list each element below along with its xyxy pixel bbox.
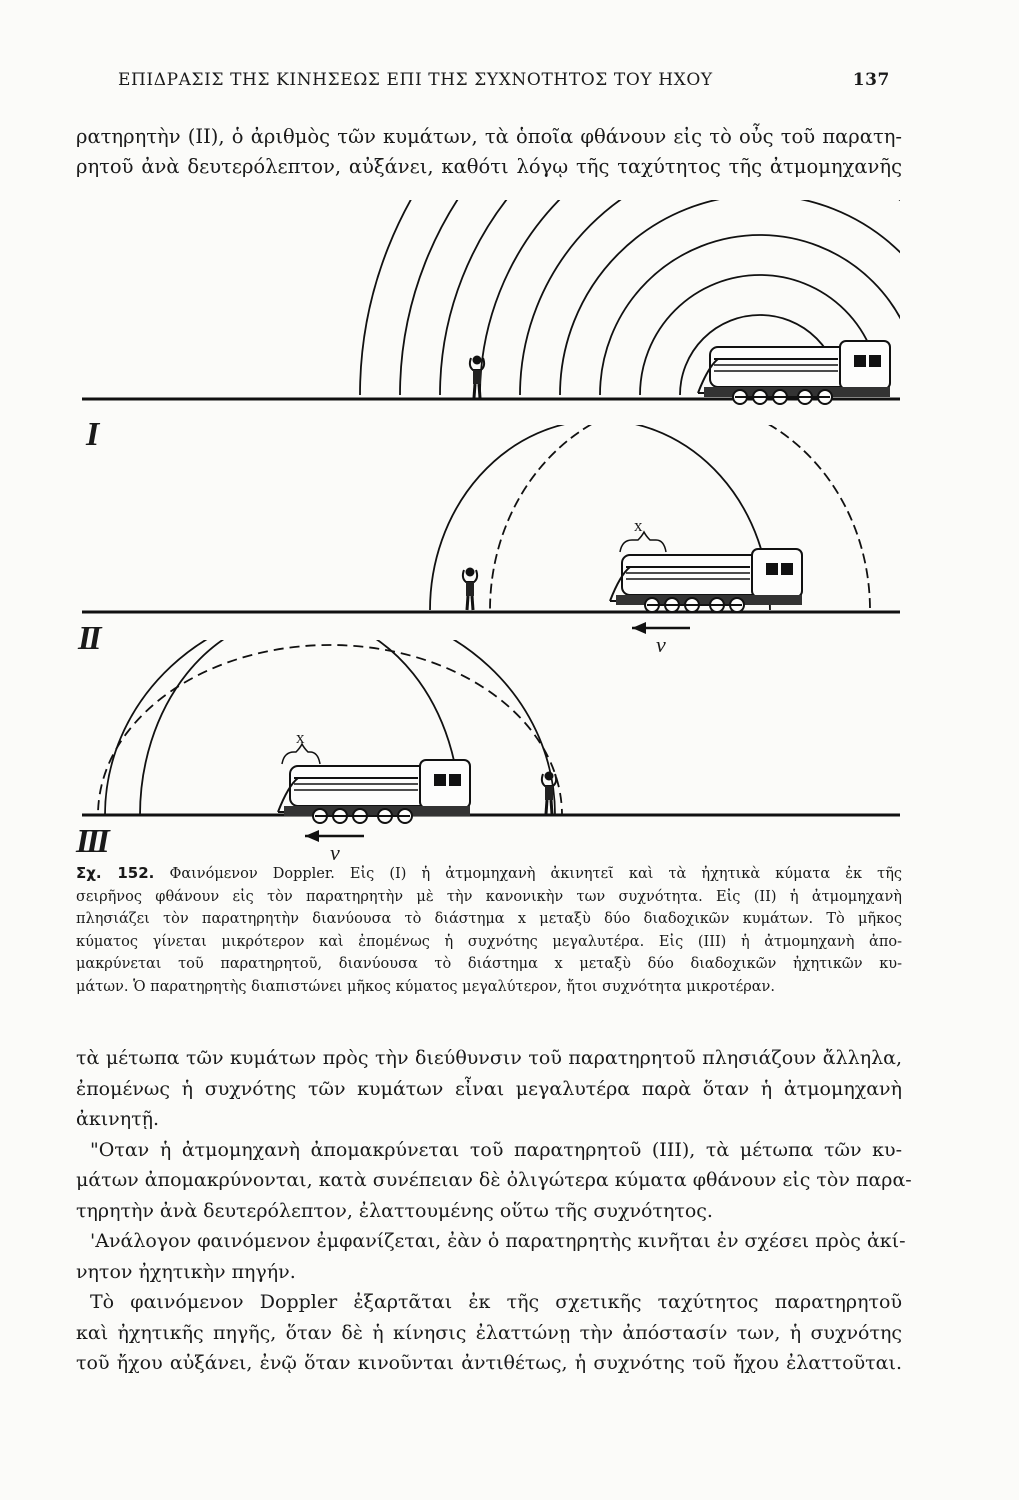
caption-line: πλησιάζει τὸν παρατηρητὴν διανύουσα τὸ διάστημα x μεταξὺ δύο διαδοχικῶν κυμάτων. Τὸ μῆκος: [76, 911, 902, 927]
text-line: τηρητὴν ἀνὰ δευτερόλεπτον, ἐλαττουμένης οὕτω τῆς συχνότητος.: [76, 1199, 713, 1222]
caption-line: [76, 862, 902, 886]
caption-line: κύματος γίνεται μικρότερον καὶ ἐπομένως ἡ συχνότης μεγαλυτέρα. Εἰς (III) ἡ ἀτμομηχανὴ ἀπο-: [76, 933, 902, 950]
text-line: ἐπομένως ἡ συχνότης τῶν κυμάτων εἶναι μεγαλυτέρα παρὰ ὅταν ἡ ἀτμομηχανὴ: [76, 1077, 902, 1100]
panel-3-v-label: v: [330, 840, 340, 865]
caption-line: μάτων. Ὁ παρατηρητὴς διαπιστώνει μῆκος κύματος μεγαλύτερον, ἤτοι συχνότητα μικροτέραν.: [76, 978, 775, 995]
caption-line: μακρύνεται τοῦ παρατηρητοῦ, διανύουσα τὸ διάστημα x μεταξὺ δύο διαδοχικῶν ἠχητικῶν κυ-: [76, 956, 902, 972]
panel-3-x-label: x: [296, 728, 305, 747]
panel-2-observer: [463, 568, 477, 611]
running-title: ΕΠΙΔΡΑΣΙΣ ΤΗΣ ΚΙΝΗΣΕΩΣ ΕΠΙ ΤΗΣ ΣΥΧΝΟΤΗΤΟΣ ΤΟΥ ΗΧΟΥ: [118, 70, 713, 90]
text-line: "Οταν ἡ ἀτμομηχανὴ ἀπομακρύνεται τοῦ παρατηρητοῦ (III), τὰ μέτωπα τῶν κυ-: [90, 1138, 902, 1161]
caption-label: Σχ. 152.: [76, 864, 155, 882]
page-number: 137: [852, 70, 890, 90]
panel-1-locomotive: [698, 341, 890, 404]
panel-2-x-brace: [620, 532, 666, 552]
text-line: νητον ἠχητικὴν πηγήν.: [76, 1260, 296, 1283]
panel-3-observer: [542, 772, 556, 815]
text-line: 'Ανάλογον φαινόμενον ἐμφανίζεται, ἐὰν ὁ παρατηρητὴς κινῆται ἐν σχέσει πρὸς ἀκί-: [90, 1230, 906, 1252]
text-line: ἀκινητῇ.: [76, 1108, 160, 1130]
text-line: τοῦ ἤχου αὐξάνει, ἐνῷ ὅταν κινοῦνται ἀντιθέτως, ἡ συχνότης τοῦ ἤχου ἐλαττοῦται.: [76, 1352, 902, 1374]
text-line: καὶ ἠχητικῆς πηγῆς, ὅταν δὲ ἡ κίνησις ἐλαττώνῃ τὴν ἀπόστασίν των, ἡ συχνότης: [76, 1321, 902, 1344]
caption-line: σειρῆνος φθάνουν εἰς τὸν παρατηρητὴν μὲ τὴν κανονικὴν των συχνότητα. Εἰς (II) ἡ ἀτμομηχανὴ: [76, 888, 902, 905]
panel-3-x-brace: [282, 744, 320, 764]
panel-label-1: I: [86, 416, 97, 453]
panel-2-v-label: v: [656, 632, 666, 657]
intro-paragraph: [76, 122, 902, 182]
figure-caption: [76, 862, 902, 998]
text-line: μάτων ἀπομακρύνονται, κατὰ συνέπειαν δὲ ὀλιγώτερα κύματα φθάνουν εἰς τὸν παρα-: [76, 1169, 912, 1191]
text-line: τὰ μέτωπα τῶν κυμάτων πρὸς τὴν διεύθυνσιν τοῦ παρατηρητοῦ πλησιάζουν ἄλληλα,: [76, 1047, 902, 1069]
text-line: ρατηρητὴν (II), ὁ ἀριθμὸς τῶν κυμάτων, τὰ ὁποῖα φθάνουν εἰς τὸ οὖς τοῦ παρατη-: [76, 125, 902, 148]
panel-label-3: III: [76, 823, 107, 860]
running-header: [118, 70, 890, 98]
panel-label-2: II: [78, 620, 99, 657]
panel-2-locomotive: [610, 549, 802, 612]
panel-3-waves: [98, 605, 562, 860]
body-text: [76, 1043, 912, 1379]
text-line: Τὸ φαινόμενον Doppler ἐξαρτᾶται ἐκ τῆς σχετικῆς ταχύτητος παρατηρητοῦ: [90, 1291, 902, 1313]
panel-1-waves: [360, 0, 1019, 795]
caption-text: Φαινόμενον Doppler. Εἰς (I) ἡ ἀτμομηχανὴ ἀκινητεῖ καὶ τὰ ἠχητικὰ κύματα ἐκ τῆς: [169, 866, 903, 882]
panel-3-locomotive: [278, 760, 470, 823]
panel-2-x-label: x: [634, 516, 643, 535]
panel-1-observer: [470, 356, 484, 399]
panel-2-waves: [430, 400, 870, 820]
text-line: ρητοῦ ἀνὰ δευτερόλεπτον, αὐξάνει, καθότι λόγῳ τῆς ταχύτητος τῆς ἀτμομηχανῆς: [76, 155, 902, 178]
